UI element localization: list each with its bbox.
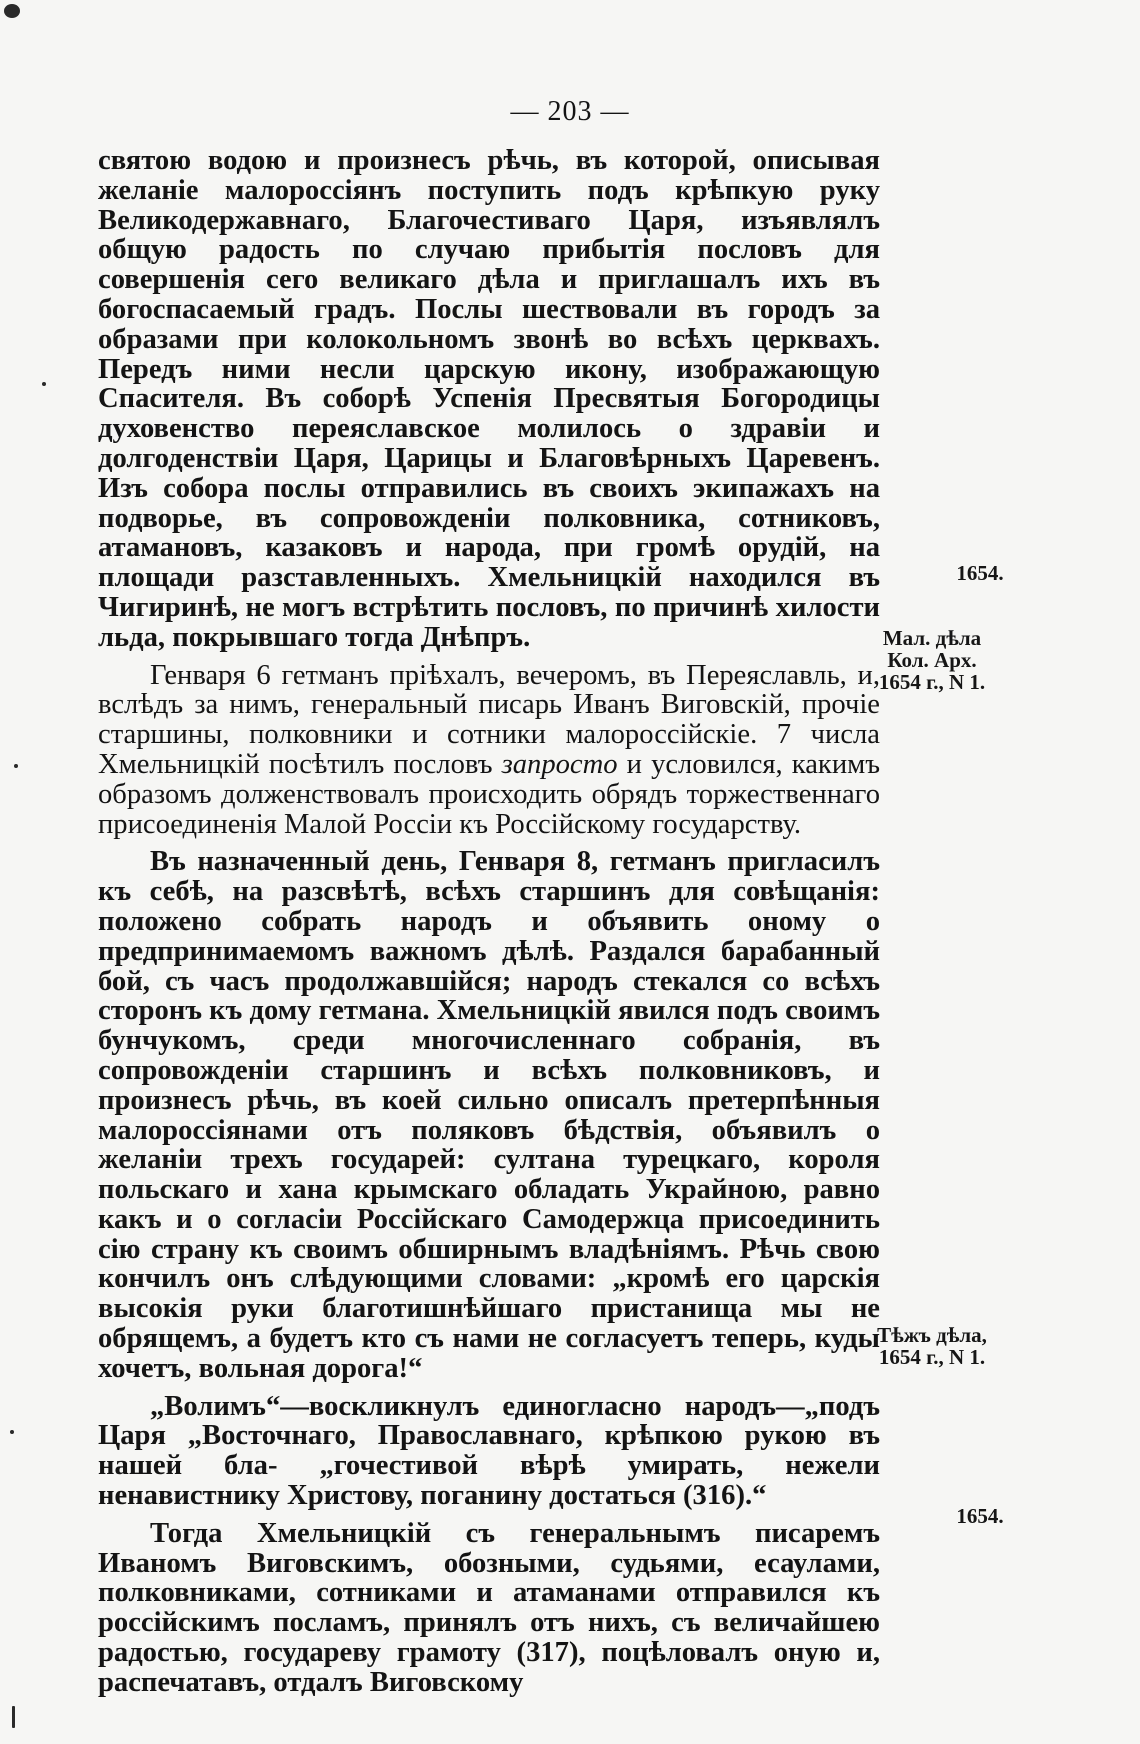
- scan-speck-top-left: [4, 4, 20, 18]
- paragraph-3: Въ назначенный день, Генваря 8, гетманъ пригласилъ къ себѣ, на разсвѣтѣ, всѣхъ старшинъ для совѣщанія: положено собрать народъ и объявить оному о предпринимаемомъ важномъ дѣлѣ. Раздался барабанный бой, съ часъ продолжавшійся; народъ стекался со всѣхъ сторонъ къ дому гетмана. Хмельницкій явился подъ своимъ бунчукомъ, среди многочисленнаго собранія, въ сопровожденіи старшинъ и всѣхъ полковниковъ, и произнесъ рѣчь, въ коей сильно описалъ претерпѣнныя малороссіянами отъ поляковъ бѣдствія, объявилъ о желаніи трехъ государей: султана турецкаго, короля польскаго и хана крымскаго обладать Украйною, равно какъ и о согласіи Россійскаго Самодержца присоединить сію страну къ своимъ обширнымъ владѣніямъ. Рѣчь свою кончилъ онъ слѣдующими словами: „кромѣ его царскія высокія руки благотишнѣйшаго пристанища мы не обрящемъ, а будетъ кто съ нами не согласуетъ теперь, куды хочетъ, вольная дорога!“: [98, 846, 880, 1384]
- paragraph-5: Тогда Хмельницкій съ генеральнымъ писаремъ Иваномъ Виговскимъ, обозными, судьями, есаулами, полковниками, сотниками и атаманами отправился къ россійскимъ посламъ, принялъ отъ нихъ, съ величайшею радостью, государеву грамоту (317), поцѣловалъ оную и, распечатавъ, отдалъ Виговскому: [98, 1517, 880, 1698]
- scan-speck-left-2: [14, 764, 18, 768]
- paragraph-4-quote: „Волимъ“—воскликнулъ единогласно народъ—„подъ Царя „Восточнаго, Православнаго, крѣпкою рукою въ нашей бла- „гочестивой вѣрѣ умирать, нежели ненавистнику Христову, поганину достаться (316).“: [98, 1390, 880, 1512]
- paragraph-2-text: Генваря 6 гетманъ пріѣхалъ, вечеромъ, въ Переяславль, и, вслѣдъ за нимъ, генеральный писарь Иванъ Виговскій, прочіе старшины, полковники и сотники малороссійскіе. 7 числа Хмельницкій посѣтилъ пословъ: [98, 659, 880, 780]
- paragraph-2-text-end: и условился, какимъ образомъ долженствовалъ происходить обрядъ торжественнаго присоединенія Малой Россіи къ Россійскому государству.: [98, 748, 880, 840]
- paragraph-1: святою водою и произнесъ рѣчь, въ которой, описывая желаніе малороссіянъ поступить подъ крѣпкую руку Великодержавнаго, Благочестиваго Царя, изъявлялъ общую радость по случаю прибытія пословъ для совершенія сего великаго дѣла и приглашалъ ихъ въ богоспасаемый градъ. Послы шествовали въ городъ за образами при колокольномъ звонѣ во всѣхъ церквахъ. Передъ ними несли царскую икону, изображающую Спасителя. Въ соборѣ Успенія Пресвятыя Богородицы духовенство переяславское молилось о здравіи и долгоденствіи Царя, Царицы и Благовѣрныхъ Царевенъ. Изъ собора послы отправились въ своихъ экипажахъ на подворье, въ сопровожденіи полковника, сотниковъ, атамановъ, казаковъ и народа, при громѣ орудій, на площади разставленныхъ. Хмельницкій находился въ Чигиринѣ, не могъ встрѣтить пословъ, по причинѣ хилости льда, покрывшаго тогда Днѣпръ.: [98, 145, 880, 653]
- paragraph-2-italic: запросто: [501, 748, 618, 780]
- main-text-column: [98, 146, 880, 1706]
- margin-note-year-2: 1654.: [956, 1504, 1004, 1528]
- paragraph-2: [98, 661, 880, 840]
- page-number: — 203 —: [510, 96, 630, 127]
- scan-speck-left-3: [10, 1430, 14, 1434]
- scan-speck-left-1: [42, 382, 46, 386]
- margin-note-archive-ref-1: Мал. дѣла Кол. Арх. 1654 г., N 1.: [878, 626, 986, 694]
- scan-speck-bottom-left: [12, 1706, 15, 1728]
- margin-note-year-1: 1654.: [956, 561, 1004, 585]
- margin-note-archive-ref-2: Тѣжъ дѣла, 1654 г., N 1.: [877, 1323, 987, 1369]
